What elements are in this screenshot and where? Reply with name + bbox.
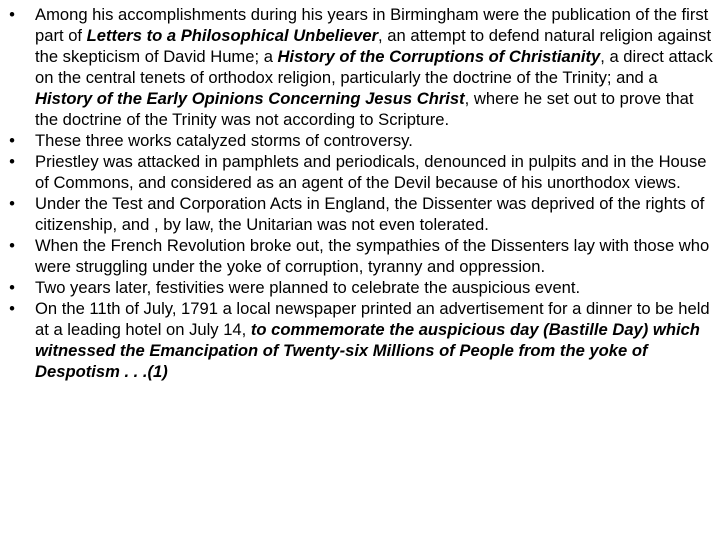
bullet-text — [35, 236, 709, 276]
text-segment: On the 11th of July, 1791 a local newspaper printed an advertisement for a dinner to be held at a leading hotel on July 14, — [35, 299, 710, 339]
bullet-text — [35, 278, 580, 297]
text-segment: , an attempt to defend natural religion against the skepticism of David Hume; a — [35, 26, 712, 66]
bullet-marker: • — [9, 131, 15, 150]
emphasized-text: History of the Early Opinions Concerning Jesus Christ — [35, 89, 465, 108]
bullet-text — [35, 131, 413, 150]
bullet-item — [6, 298, 714, 382]
bullet-marker: • — [9, 278, 15, 297]
text-segment: When the French Revolution broke out, the sympathies of the Dissenters lay with those who were struggling under the yoke of corruption, tyranny and oppression. — [35, 236, 710, 276]
text-segment: These three works catalyzed storms of controversy. — [35, 131, 413, 150]
bullet-item — [6, 277, 714, 298]
bullet-text — [35, 5, 713, 129]
bullet-marker: • — [9, 194, 15, 213]
text-segment: , where he set out to prove that the doctrine of the Trinity was not according to Scripture. — [35, 89, 694, 129]
text-segment: , a direct attack on the central tenets of orthodox religion, particularly the doctrine of the Trinity; and a — [35, 47, 713, 87]
bullet-marker: • — [9, 299, 15, 318]
emphasized-text: to commemorate the auspicious day (Bastille Day) which witnessed the Emancipation of Twenty-six Millions of People from the yoke of Despotism . . .(1) — [35, 320, 700, 381]
bullet-text — [35, 299, 710, 381]
bullet-text — [35, 194, 704, 234]
bullet-text — [35, 152, 707, 192]
bullet-item — [6, 193, 714, 235]
bullet-marker: • — [9, 152, 15, 171]
bullet-marker: • — [9, 5, 15, 24]
bullet-item — [6, 151, 714, 193]
bullet-item — [6, 235, 714, 277]
emphasized-text: Letters to a Philosophical Unbeliever — [86, 26, 379, 45]
text-segment: Under the Test and Corporation Acts in England, the Dissenter was deprived of the rights of citizenship, and , by law, the Unitarian was not even tolerated. — [35, 194, 705, 234]
bullet-item — [6, 4, 714, 130]
bullet-marker: • — [9, 236, 15, 255]
text-segment: Among his accomplishments during his years in Birmingham were the publication of the first part of — [35, 5, 709, 45]
emphasized-text: History of the Corruptions of Christianity — [277, 47, 601, 66]
text-segment: Priestley was attacked in pamphlets and periodicals, denounced in pulpits and in the House of Commons, and considered as an agent of the Devil because of his unorthodox views. — [35, 152, 707, 192]
bullet-item — [6, 130, 714, 151]
bullet-list — [6, 4, 714, 382]
text-segment: Two years later, festivities were planned to celebrate the auspicious event. — [35, 278, 581, 297]
